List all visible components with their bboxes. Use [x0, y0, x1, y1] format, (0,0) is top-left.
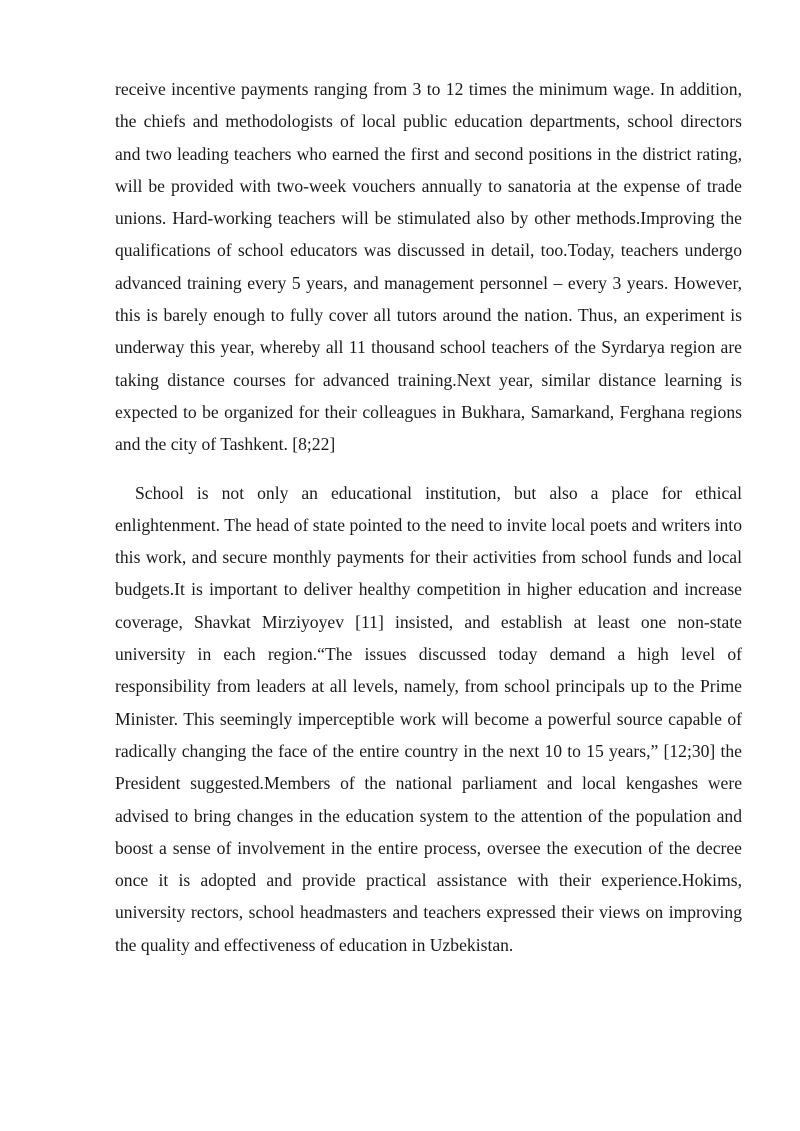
document-page — [115, 73, 742, 961]
paragraph-teacher-incentives: receive incentive payments ranging from 3 to 12 times the minimum wage. In addition, the chiefs and methodologists of local public education departments, school directors and two leading teachers who earned the first and second positions in the district rating, will be provided with two-week vouchers annually to sanatoria at the expense of trade unions. Hard-working teachers will be stimulated also by other methods.Improving the qualifications of school educators was discussed in detail, too.Today, teachers undergo advanced training every 5 years, and management personnel – every 3 years. However, this is barely enough to fully cover all tutors around the nation. Thus, an experiment is underway this year, whereby all 11 thousand school teachers of the Syrdarya region are taking distance courses for advanced training.Next year, similar distance learning is expected to be organized for their colleagues in Bukhara, Samarkand, Ferghana regions and the city of Tashkent. [8;22] — [115, 79, 742, 455]
paragraph-school-ethics: School is not only an educational institution, but also a place for ethical enlightenment. The head of state pointed to the need to invite local poets and writers into this work, and secure monthly payments for their activities from school funds and local budgets.It is important to deliver healthy competition in higher education and increase coverage, Shavkat Mirziyoyev [11] insisted, and establish at least one non-state university in each region.“The issues discussed today demand a high level of responsibility from leaders at all levels, namely, from school principals up to the Prime Minister. This seemingly imperceptible work will become a powerful source capable of radically changing the face of the entire country in the next 10 to 15 years,” [12;30] the President suggested.Members of the national parliament and local kengashes were advised to bring changes in the education system to the attention of the population and boost a sense of involvement in the entire process, oversee the execution of the decree once it is adopted and provide practical assistance with their experience.Hokims, university rectors, school headmasters and teachers expressed their views on improving the quality and effectiveness of education in Uzbekistan. — [115, 482, 742, 955]
